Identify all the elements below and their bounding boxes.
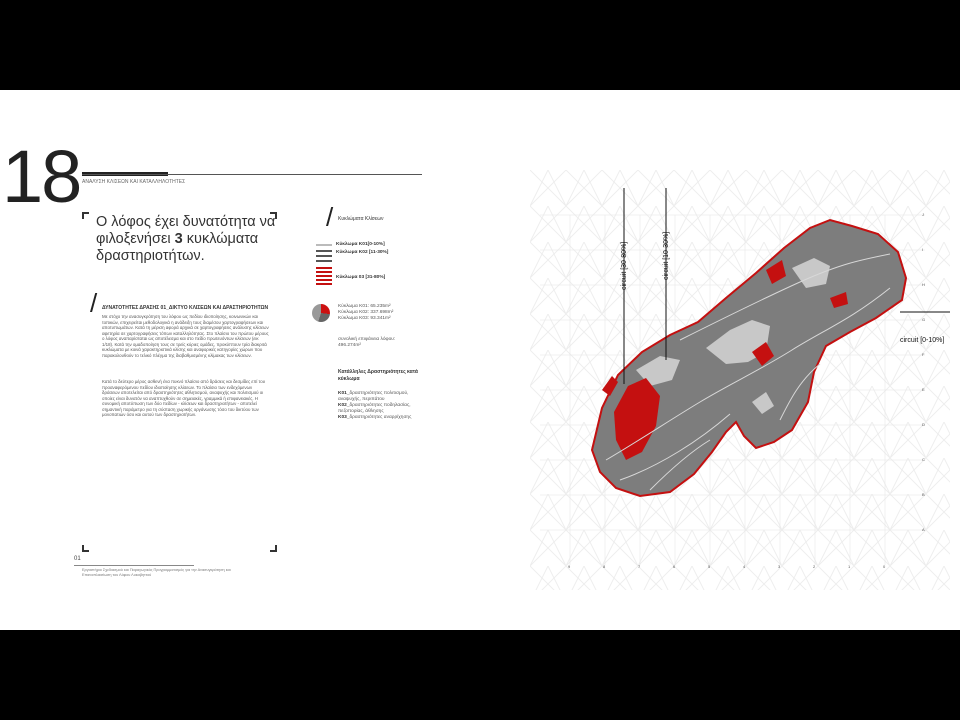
grid-row-label: A	[922, 527, 925, 532]
headline	[96, 214, 276, 265]
legend-item-k01	[316, 243, 436, 247]
grid-row-label: J	[922, 212, 924, 217]
legend-slash-mark: /	[326, 202, 334, 232]
legend-swatch-k03-a	[316, 267, 332, 269]
slash-mark: /	[90, 288, 98, 318]
area-k01: Κύκλωμα K01: 65.235m²	[338, 304, 391, 309]
total-area: συνολική επιφάνεια λόφου: 496.274m²	[338, 337, 396, 348]
activity-k03: K03_δραστηριότητες αναρρίχησης	[338, 415, 412, 420]
body-paragraph-1: Με στόχο την ανασυγκρότηση του λόφου ως πεδίου ιδιοποίησης, κοινωνικών και τοπικών, επιχειρείται μεθοδολογικά η ανάδειξη τους διαμέσου χαρτογραφήσεων και αποτυπωμάτων. Κατά τη μέριση αφορά αρχικά σε χαρτογραφήσεις ανάλυσης κλίσεων αφετηρία σε χαρτογραφήσεις τόπων καταλληλότητας. Στο πλαίσιο του πρώτου μέρους ο λόφος αναπαρίσταται ως αποτέλεσμα και στο πεδίο πρωτευόντων κλίσεων (εικ 1/18). Κατά την ομαδοποίηση τους σε τρείς κύριες ομάδες, προκύπτουν τρία διακριτά κυκλώματα με κοινά χαρακτηριστικά κλίσης και αναφορικές κατηγορίες χώρων που παρακολουθούν το τελικό πλέγμα της διαβαθμισμένης κλίμακας των κλίσεων.	[102, 314, 269, 358]
grid-row-label: G	[922, 317, 926, 322]
headline-text: Ο λόφος έχει δυνατότητα να φιλοξενήσει	[96, 214, 276, 247]
legend-label-k02: Κύκλωμα K02 [11-30%]	[336, 250, 389, 255]
area-list	[338, 304, 393, 322]
headline-number: 3	[174, 231, 183, 247]
grid-col-label: 0	[883, 564, 886, 569]
callout-label-k03: circuit [30-80%]	[621, 241, 628, 290]
grid-row-labels	[922, 212, 932, 552]
grid-col-label: 3	[778, 564, 781, 569]
subheading: ΔΥΝΑΤΟΤΗΤΕΣ ΔΡΑΣΗΣ 01_ΔΙΚΤΥΟ ΚΛΙΣΕΩΝ ΚΑΙ ΔΡΑΣΤΗΡΙΟΤΗΤΩΝ	[102, 305, 269, 311]
grid-row-label: C	[922, 457, 925, 462]
legend-swatch-k02-b	[316, 255, 332, 257]
legend-swatch-k02-c	[316, 260, 332, 262]
legend-swatch-k03-b	[316, 271, 332, 273]
legend-title: Κυκλώματα Κλίσεων	[338, 216, 384, 222]
legend-swatch-k01	[316, 244, 332, 246]
grid-col-labels	[568, 564, 898, 572]
area-k02: Κύκλωμα K02: 337.698m²	[338, 310, 394, 315]
grid-col-label: 7	[638, 564, 641, 569]
legend-item-k02	[316, 250, 436, 264]
body-paragraph-2: Κατά το δεύτερο μέρος ασθενή ένα πυκνό πλαίσιο από δράσεις και δεσμίδες επί του προαναφερόμενου πεδίου ιδιοποίησης κλίσεων. Το πλαίσιο των ενδεχόμενων δράσεων αποτελείται από δραστηριότητες αθλητισμού, αναψυχής και πολιτισμού οι οποίες είναι δυνατόν να αναπτυχθούν σε σημειακές, γραμμικά ή επιφανειακές. Η συνομική αποτύπωση των δύο πεδίων - κλίσεων και δραστηριοτήτων - αποτελεί σημαντική παράμετρο για τη σύσταση χωρικής οργάνωσης τόσο του δικτύου των μονοπατιών όσο και αυτού των δραστηριοτήτων.	[102, 379, 266, 417]
grid-col-label: 6	[673, 564, 676, 569]
callout-label-k01: circuit [0-10%]	[900, 337, 945, 344]
headline-text-end: κυκλώματα δραστηριοτήτων.	[96, 231, 259, 264]
footer-rule	[74, 565, 194, 566]
legend-item-k03	[316, 267, 436, 287]
grid-col-label: 8	[603, 564, 606, 569]
legend-label-k03: Κύκλωμα 03 [31-80%]	[336, 275, 386, 280]
bracket-bottom-right	[270, 545, 277, 552]
legend-swatch-k03-e	[316, 283, 332, 285]
section-subtitle: ΑΝΑΛΥΣΗ ΚΛΙΣΕΩΝ ΚΑΙ ΚΑΤΑΛΛΗΛΟΤΗΤΕΣ	[82, 179, 186, 185]
bracket-bottom-left	[82, 545, 89, 552]
header-rule	[82, 174, 422, 175]
grid-col-label: 5	[708, 564, 711, 569]
legend-swatch-k03-d	[316, 279, 332, 281]
grid-row-label: I	[922, 247, 924, 252]
grid-col-label: 9	[568, 564, 571, 569]
legend-label-k01: Κύκλωμα K01[0-10%]	[336, 242, 385, 247]
slope-map	[530, 170, 950, 590]
activity-k02: K02_δραστηριότητες ποδηλασίας, πεζοπορίας, άθλησης	[338, 403, 411, 414]
presentation-sheet	[0, 90, 960, 630]
activities-list	[338, 391, 418, 421]
legend-swatch-k02-a	[316, 250, 332, 252]
area-pie-chart	[312, 304, 330, 322]
grid-col-label: 2	[813, 564, 816, 569]
footer-text: Εργαστήριο Σχεδιασμού και Παραγωγικός Προγραμματισμός για την Ανασυγκρότηση και Επαναπλαισίωση του Λόφου Λυκαβηττού	[82, 568, 231, 577]
grid-row-label: B	[922, 492, 925, 497]
activities-title: Κατάλληλες Δραστηριότητες κατά κύκλωμα	[338, 369, 418, 382]
grid-row-label: H	[922, 282, 925, 287]
footer-number: 01	[74, 556, 81, 562]
bracket-top-left	[82, 212, 89, 219]
page-number: 18	[2, 135, 81, 218]
activity-k01: K01_δραστηριότητες πολιτισμού, αναψυχής, περιπάτου	[338, 391, 409, 402]
area-k03: Κύκλωμα K03: 93.341m²	[338, 316, 391, 321]
grid-row-label: E	[922, 387, 925, 392]
grid-row-label: D	[922, 422, 925, 427]
grid-col-label: 1	[848, 564, 851, 569]
callout-label-k02: circuit [10-30%]	[663, 231, 670, 280]
legend-swatch-k03-c	[316, 275, 332, 277]
grid-row-label: F	[922, 352, 925, 357]
grid-col-label: 4	[743, 564, 746, 569]
